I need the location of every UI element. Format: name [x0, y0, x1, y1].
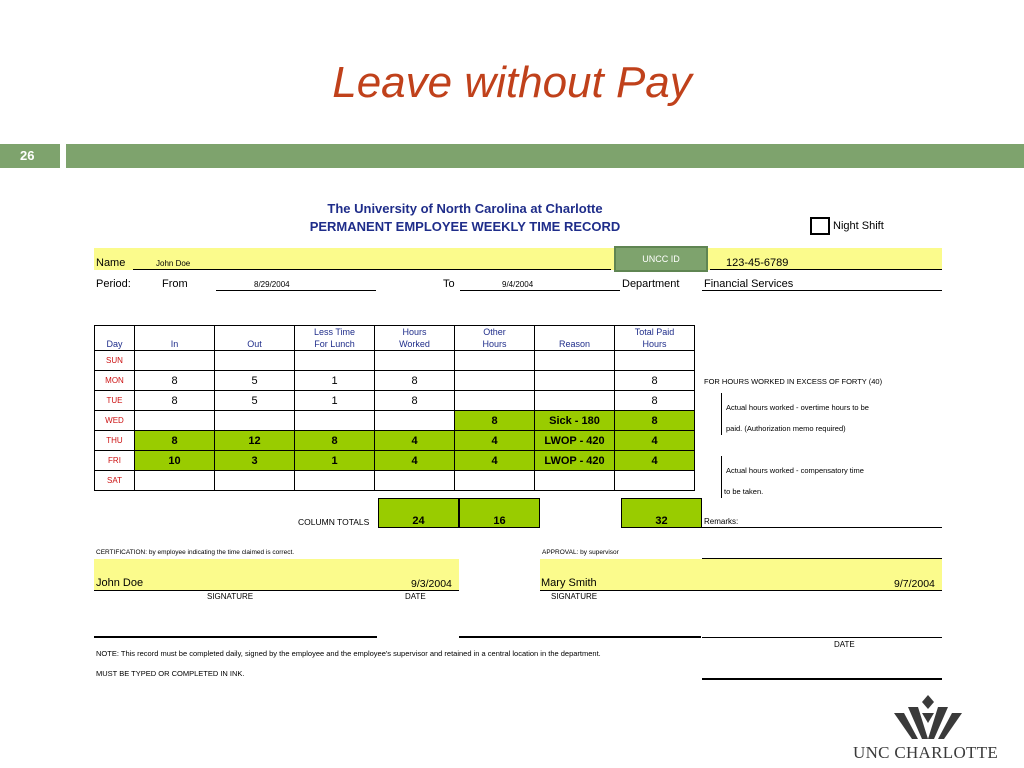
- cell-hours-worked[interactable]: [375, 411, 455, 431]
- row-tue: [95, 391, 695, 411]
- total-paid-hours: 32: [621, 498, 702, 528]
- day-label: SUN: [95, 351, 135, 371]
- day-label: FRI: [95, 451, 135, 471]
- overtime-note-2: paid. (Authorization memo required): [726, 424, 846, 433]
- cell-reason[interactable]: [535, 351, 615, 371]
- cell-reason[interactable]: [535, 471, 615, 491]
- approval-text: APPROVAL: by supervisor: [542, 549, 619, 556]
- day-label: MON: [95, 371, 135, 391]
- cell-out[interactable]: 3: [215, 451, 295, 471]
- cell-out[interactable]: [215, 471, 295, 491]
- overtime-note-1: Actual hours worked - overtime hours to be: [726, 403, 869, 412]
- uncc-id-value: 123-45-6789: [726, 257, 789, 269]
- cell-lunch[interactable]: [295, 411, 375, 431]
- cell-in[interactable]: [135, 351, 215, 371]
- header-out: Out: [215, 326, 295, 351]
- row-fri: [95, 451, 695, 471]
- name-label: Name: [96, 257, 126, 269]
- slide-title: Leave without Pay: [332, 58, 692, 107]
- from-label: From: [162, 278, 188, 290]
- row-sun: [95, 351, 695, 371]
- to-label: To: [443, 278, 455, 290]
- footer-ink-note: MUST BE TYPED OR COMPLETED IN INK.: [96, 669, 245, 678]
- cell-lunch[interactable]: 1: [295, 371, 375, 391]
- cell-out[interactable]: [215, 411, 295, 431]
- cell-reason[interactable]: [535, 391, 615, 411]
- night-shift-checkbox[interactable]: [810, 217, 830, 235]
- period-label: Period:: [96, 278, 131, 290]
- cell-total-paid[interactable]: 4: [615, 451, 695, 471]
- certification-text: CERTIFICATION: by employee indicating the time claimed is correct.: [96, 549, 295, 556]
- cell-total-paid[interactable]: 8: [615, 371, 695, 391]
- cell-hours-worked[interactable]: 8: [375, 371, 455, 391]
- cell-reason[interactable]: LWOP - 420: [535, 431, 615, 451]
- night-shift-label: Night Shift: [833, 220, 884, 232]
- cell-reason[interactable]: Sick - 180: [535, 411, 615, 431]
- cell-other-hours[interactable]: [455, 371, 535, 391]
- cell-hours-worked[interactable]: 4: [375, 451, 455, 471]
- cell-lunch[interactable]: 1: [295, 391, 375, 411]
- supervisor-signature-field[interactable]: [540, 559, 942, 590]
- department-label: Department: [622, 278, 680, 290]
- cell-in[interactable]: [135, 471, 215, 491]
- department-value: Financial Services: [704, 278, 794, 290]
- cell-total-paid[interactable]: [615, 351, 695, 371]
- cell-in[interactable]: 10: [135, 451, 215, 471]
- cell-in[interactable]: 8: [135, 391, 215, 411]
- cell-other-hours[interactable]: [455, 471, 535, 491]
- row-thu: [95, 431, 695, 451]
- comp-note-1: Actual hours worked - compensatory time: [726, 466, 864, 475]
- cell-other-hours[interactable]: [455, 351, 535, 371]
- cell-lunch[interactable]: [295, 471, 375, 491]
- employee-date: 9/3/2004: [411, 578, 452, 590]
- employee-date-label: DATE: [405, 592, 426, 601]
- header-day: Day: [95, 326, 135, 351]
- cell-total-paid[interactable]: 4: [615, 431, 695, 451]
- unc-charlotte-logo-text: UNC CHARLOTTE: [853, 743, 999, 762]
- row-sat: [95, 471, 695, 491]
- cell-other-hours[interactable]: 4: [455, 431, 535, 451]
- cell-lunch[interactable]: [295, 351, 375, 371]
- row-wed: [95, 411, 695, 431]
- cell-out[interactable]: 5: [215, 391, 295, 411]
- cell-reason[interactable]: [535, 371, 615, 391]
- to-value: 9/4/2004: [502, 280, 534, 289]
- day-label: TUE: [95, 391, 135, 411]
- cell-hours-worked[interactable]: 4: [375, 431, 455, 451]
- cell-lunch[interactable]: 1: [295, 451, 375, 471]
- cell-other-hours[interactable]: 4: [455, 451, 535, 471]
- grid-header-row: [95, 326, 695, 351]
- header-band: [66, 144, 1024, 168]
- header-in: In: [135, 326, 215, 351]
- cell-other-hours[interactable]: 8: [455, 411, 535, 431]
- cell-hours-worked[interactable]: 8: [375, 391, 455, 411]
- cell-reason[interactable]: LWOP - 420: [535, 451, 615, 471]
- header-other-hours: Other Hours: [455, 326, 535, 351]
- university-title: The University of North Carolina at Charlotte: [327, 201, 603, 216]
- slide-number: 26: [0, 144, 60, 168]
- total-other-hours: 16: [459, 498, 540, 528]
- header-total-paid: Total Paid Hours: [615, 326, 695, 351]
- day-label: THU: [95, 431, 135, 451]
- cell-in[interactable]: 8: [135, 371, 215, 391]
- footer-note: NOTE: This record must be completed daily, signed by the employee and the employee's supervisor and retained in a central location in the department.: [96, 649, 601, 658]
- day-label: SAT: [95, 471, 135, 491]
- footer-date-label: DATE: [834, 640, 855, 649]
- cell-hours-worked[interactable]: [375, 351, 455, 371]
- record-title: PERMANENT EMPLOYEE WEEKLY TIME RECORD: [309, 219, 621, 234]
- comp-note-2: to be taken.: [724, 487, 764, 496]
- cell-out[interactable]: [215, 351, 295, 371]
- column-totals-label: COLUMN TOTALS: [298, 517, 370, 527]
- employee-signature-label: SIGNATURE: [207, 592, 254, 601]
- supervisor-signature-label: SIGNATURE: [551, 592, 598, 601]
- excess-title: FOR HOURS WORKED IN EXCESS OF FORTY (40): [704, 377, 883, 386]
- cell-in[interactable]: [135, 411, 215, 431]
- total-hours-worked: 24: [378, 498, 459, 528]
- header-reason: Reason: [535, 326, 615, 351]
- cell-total-paid[interactable]: 8: [615, 411, 695, 431]
- time-grid: [94, 325, 695, 491]
- remarks-label: Remarks:: [704, 517, 739, 526]
- cell-out[interactable]: 5: [215, 371, 295, 391]
- cell-in[interactable]: 8: [135, 431, 215, 451]
- cell-other-hours[interactable]: [455, 391, 535, 411]
- name-row: [94, 248, 942, 270]
- row-mon: [95, 371, 695, 391]
- employee-name: John Doe: [96, 577, 144, 589]
- uncc-id-label: UNCC ID: [614, 246, 708, 272]
- cell-total-paid[interactable]: [615, 471, 695, 491]
- cell-total-paid[interactable]: 8: [615, 391, 695, 411]
- supervisor-date: 9/7/2004: [894, 578, 935, 590]
- cell-out[interactable]: 12: [215, 431, 295, 451]
- cell-lunch[interactable]: 8: [295, 431, 375, 451]
- header-hours-worked: Hours Worked: [375, 326, 455, 351]
- name-value: John Doe: [156, 259, 191, 268]
- cell-hours-worked[interactable]: [375, 471, 455, 491]
- header-lunch: Less Time For Lunch: [295, 326, 375, 351]
- unc-charlotte-crown-icon: [888, 693, 968, 743]
- from-value: 8/29/2004: [254, 280, 290, 289]
- employee-signature-field[interactable]: [94, 559, 459, 590]
- day-label: WED: [95, 411, 135, 431]
- supervisor-name: Mary Smith: [541, 577, 597, 589]
